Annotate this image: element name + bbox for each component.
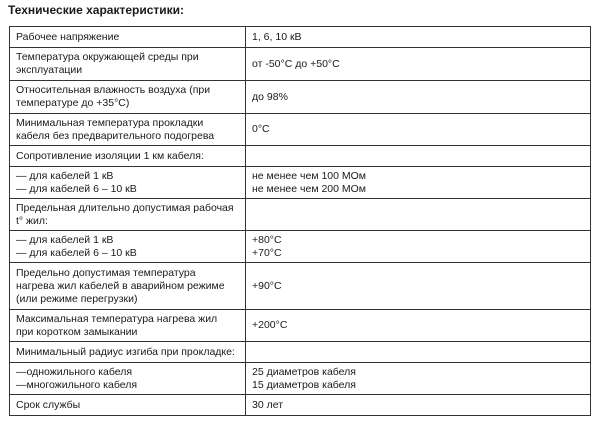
specifications-table	[9, 26, 591, 416]
table-row	[10, 263, 591, 310]
parameter-cell: — для кабелей 1 кВ — для кабелей 6 – 10 кВ	[10, 231, 246, 263]
table-row	[10, 199, 591, 231]
parameter-cell: Предельно допустимая температура нагрева жил кабелей в аварийном режиме (или режиме перегрузки)	[10, 263, 246, 310]
value-cell	[246, 342, 591, 363]
table-row	[10, 114, 591, 146]
table-row	[10, 310, 591, 342]
table-row	[10, 231, 591, 263]
table-row	[10, 342, 591, 363]
table-row	[10, 81, 591, 114]
value-cell: 0°С	[246, 114, 591, 146]
table-row	[10, 395, 591, 416]
parameter-cell: Максимальная температура нагрева жил при коротком замыкании	[10, 310, 246, 342]
parameter-cell: — для кабелей 1 кВ — для кабелей 6 – 10 кВ	[10, 167, 246, 199]
value-cell	[246, 199, 591, 231]
parameter-cell: Минимальный радиус изгиба при прокладке:	[10, 342, 246, 363]
parameter-cell: Рабочее напряжение	[10, 27, 246, 48]
table-row	[10, 27, 591, 48]
table-row	[10, 363, 591, 395]
page-heading: Технические характеристики:	[8, 3, 185, 17]
value-cell	[246, 146, 591, 167]
parameter-cell: —одножильного кабеля —многожильного кабеля	[10, 363, 246, 395]
value-cell: 1, 6, 10 кВ	[246, 27, 591, 48]
value-cell: от -50°С до +50°С	[246, 48, 591, 81]
table-row	[10, 146, 591, 167]
value-cell: +90°С	[246, 263, 591, 310]
value-cell: +80°С +70°С	[246, 231, 591, 263]
value-cell: 25 диаметров кабеля 15 диаметров кабеля	[246, 363, 591, 395]
parameter-cell: Относительная влажность воздуха (при температуре до +35°С)	[10, 81, 246, 114]
table-row	[10, 48, 591, 81]
parameter-cell: Температура окружающей среды при эксплуатации	[10, 48, 246, 81]
parameter-cell: Предельная длительно допустимая рабочая t° жил:	[10, 199, 246, 231]
parameter-cell: Сопротивление изоляции 1 км кабеля:	[10, 146, 246, 167]
value-cell: +200°С	[246, 310, 591, 342]
value-cell: 30 лет	[246, 395, 591, 416]
value-cell: до 98%	[246, 81, 591, 114]
value-cell: не менее чем 100 МОм не менее чем 200 МОм	[246, 167, 591, 199]
table-row	[10, 167, 591, 199]
parameter-cell: Срок службы	[10, 395, 246, 416]
parameter-cell: Минимальная температура прокладки кабеля без предварительного подогрева	[10, 114, 246, 146]
